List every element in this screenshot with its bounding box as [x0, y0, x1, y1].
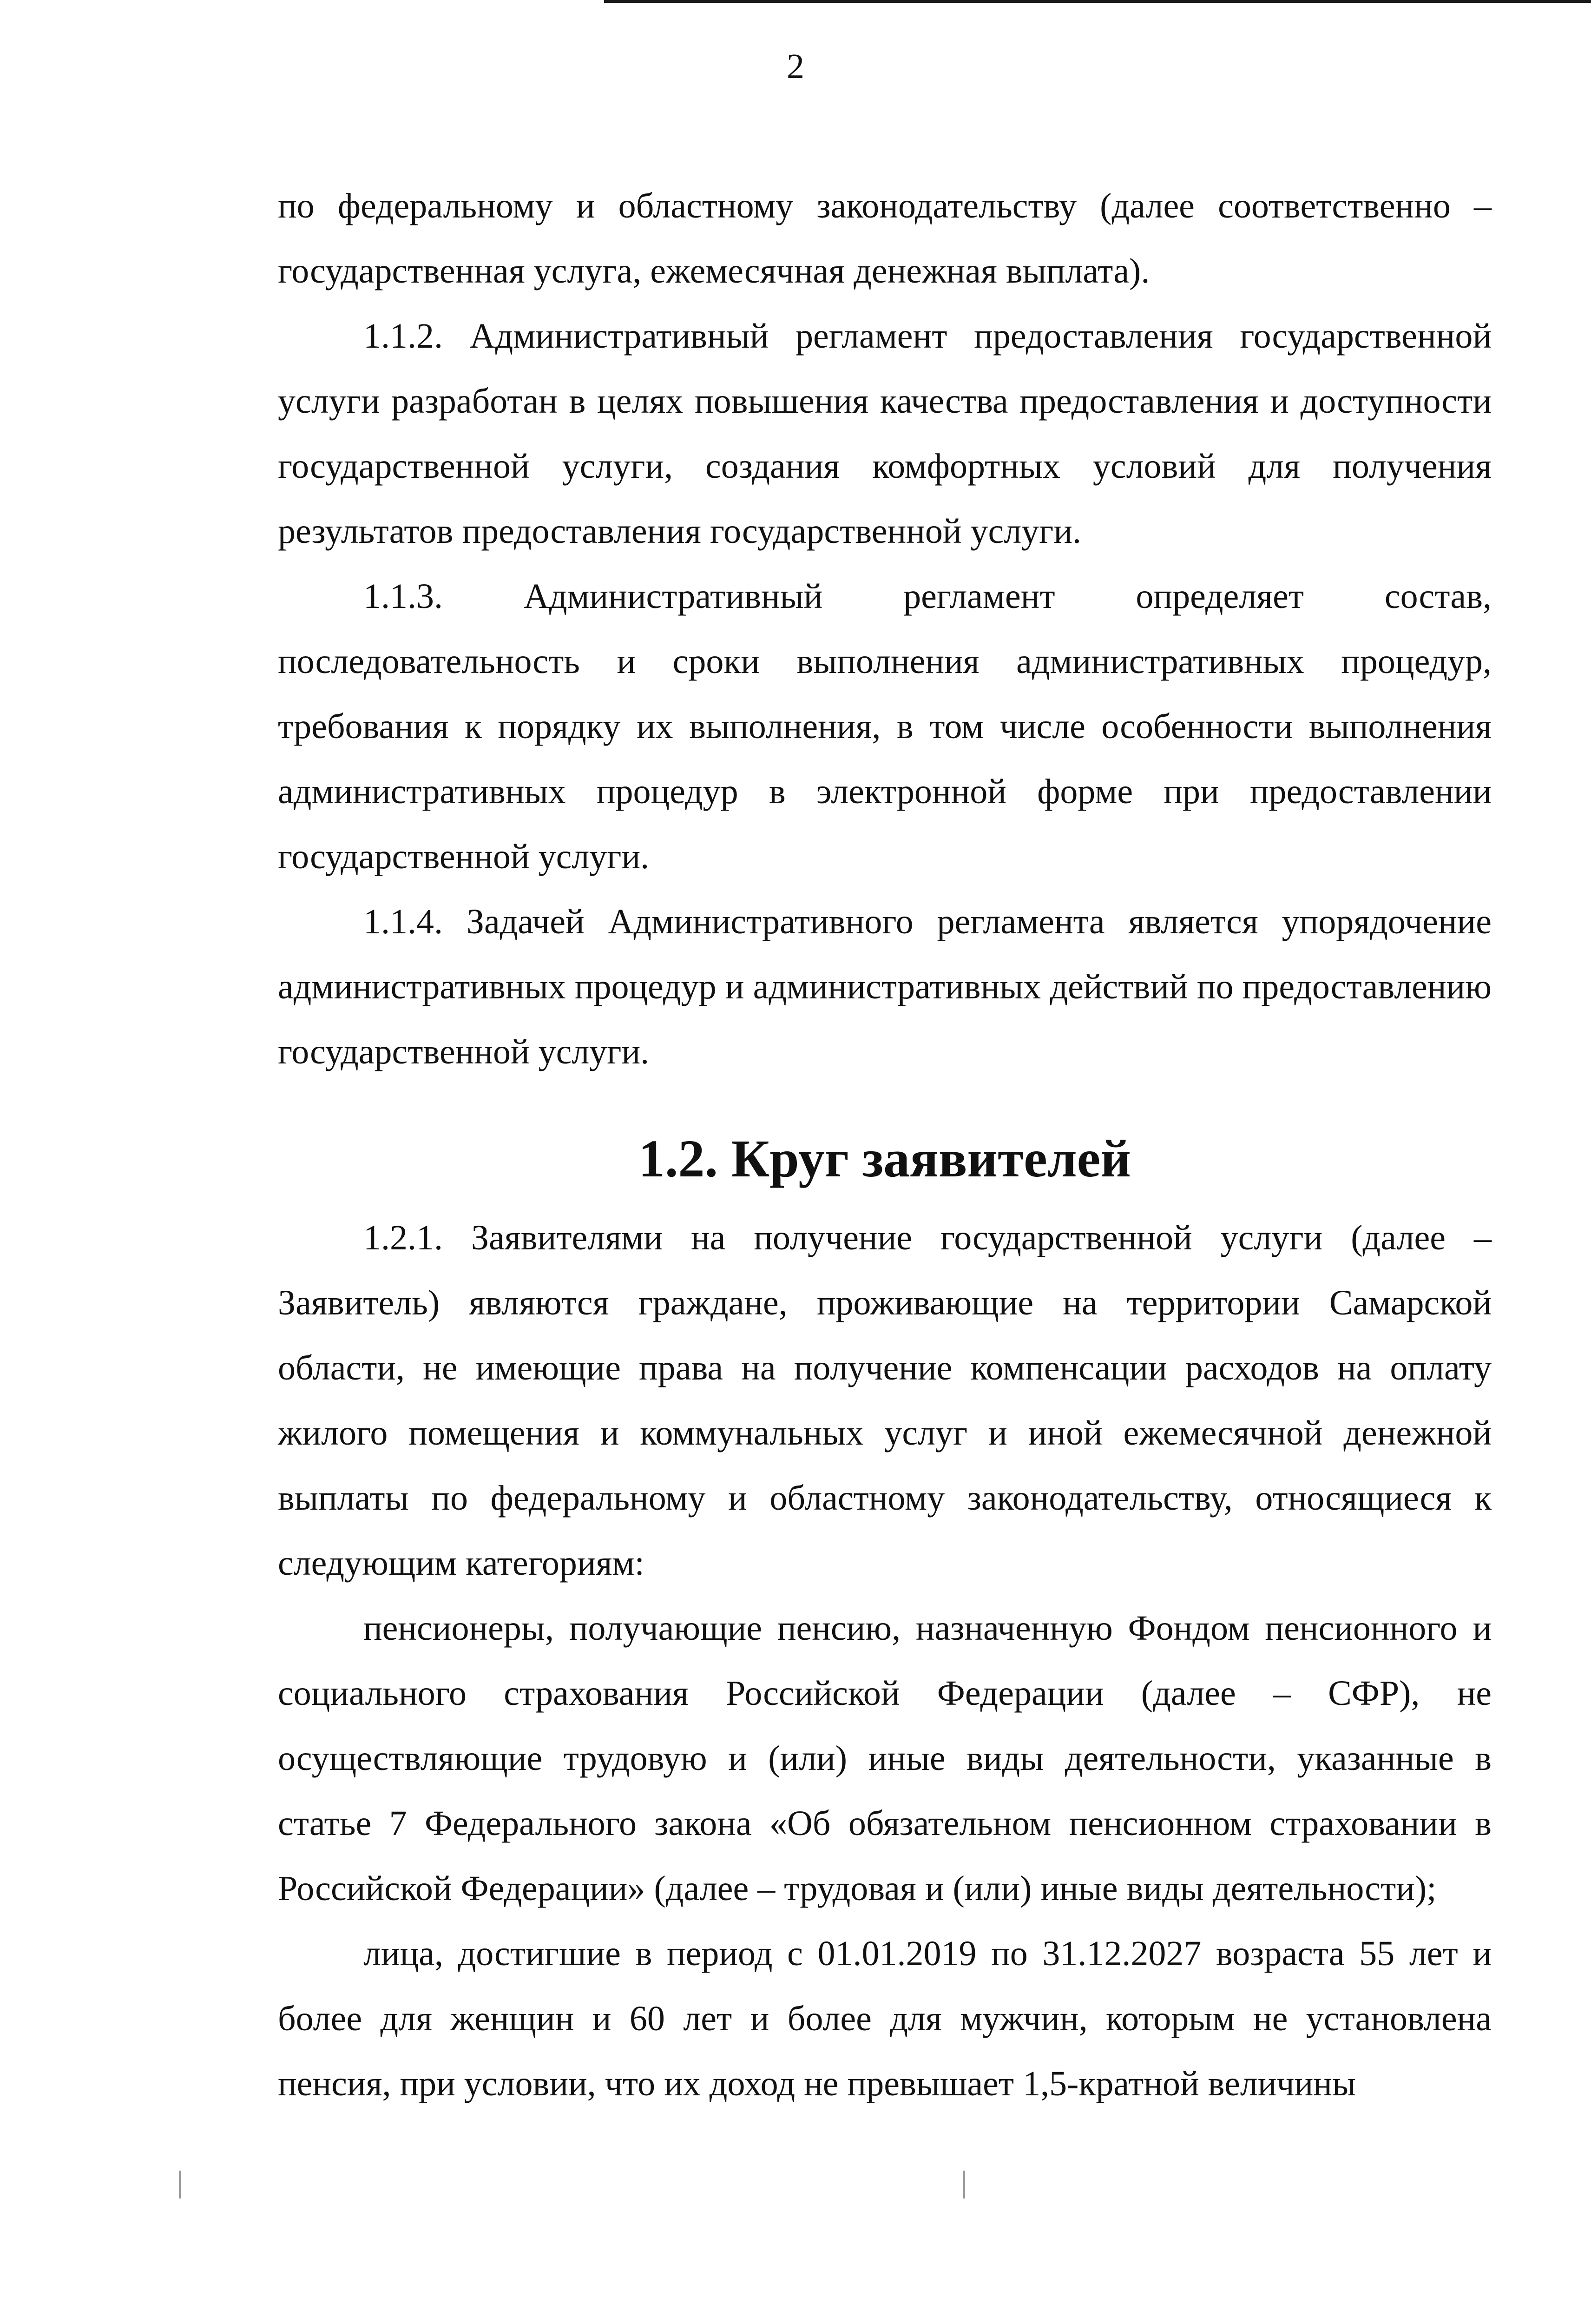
scan-artifact-mark	[179, 2171, 181, 2199]
document-body	[278, 173, 1492, 2116]
paragraph-1-1-4: 1.1.4. Задачей Административного регламента является упорядочение административных процедур и административных действий по предоставлению государственной услуги.	[278, 902, 1492, 1071]
paragraph-1-1-3: 1.1.3. Административный регламент определяет состав, последовательность и сроки выполнения административных процедур, требования к порядку их выполнения, в том числе особенности выполнения административных процедур в электронной форме при предоставлении государственной услуги.	[278, 577, 1492, 876]
paragraph-pensioners: пенсионеры, получающие пенсию, назначенную Фондом пенсионного и социального страхования Российской Федерации (далее – СФР), не осуществляющие трудовую и (или) иные виды деятельности, указанные в статье 7 Федерального закона «Об обязательном пенсионном страховании в Российской Федерации» (далее – трудовая и (или) иные виды деятельности);	[278, 1609, 1492, 1908]
paragraph-pre-pension-age: лица, достигшие в период с 01.01.2019 по 31.12.2027 возраста 55 лет и более для женщин и 60 лет и более для мужчин, которым не установлена пенсия, при условии, что их доход не превышает 1,5-кратной величины	[278, 1934, 1492, 2103]
paragraph-1-2-1: 1.2.1. Заявителями на получение государственной услуги (далее – Заявитель) являются граждане, проживающие на территории Самарской области, не имеющие права на получение компенсации расходов на оплату жилого помещения и коммунальных услуг и иной ежемесячной денежной выплаты по федеральному и областному законодательству, относящиеся к следующим категориям:	[278, 1218, 1492, 1583]
page-number: 2	[787, 47, 804, 86]
section-heading: 1.2. Круг заявителей	[638, 1129, 1131, 1188]
paragraph-continuation: по федеральному и областному законодательству (далее соответственно – государственная услуга, ежемесячная денежная выплата).	[278, 186, 1492, 290]
paragraph-1-1-2: 1.1.2. Административный регламент предоставления государственной услуги разработан в целях повышения качества предоставления и доступности государственной услуги, создания комфортных условий для получения результатов предоставления государственной услуги.	[278, 317, 1492, 551]
top-border-line	[604, 0, 1591, 3]
scan-artifact-mark	[963, 2171, 965, 2199]
